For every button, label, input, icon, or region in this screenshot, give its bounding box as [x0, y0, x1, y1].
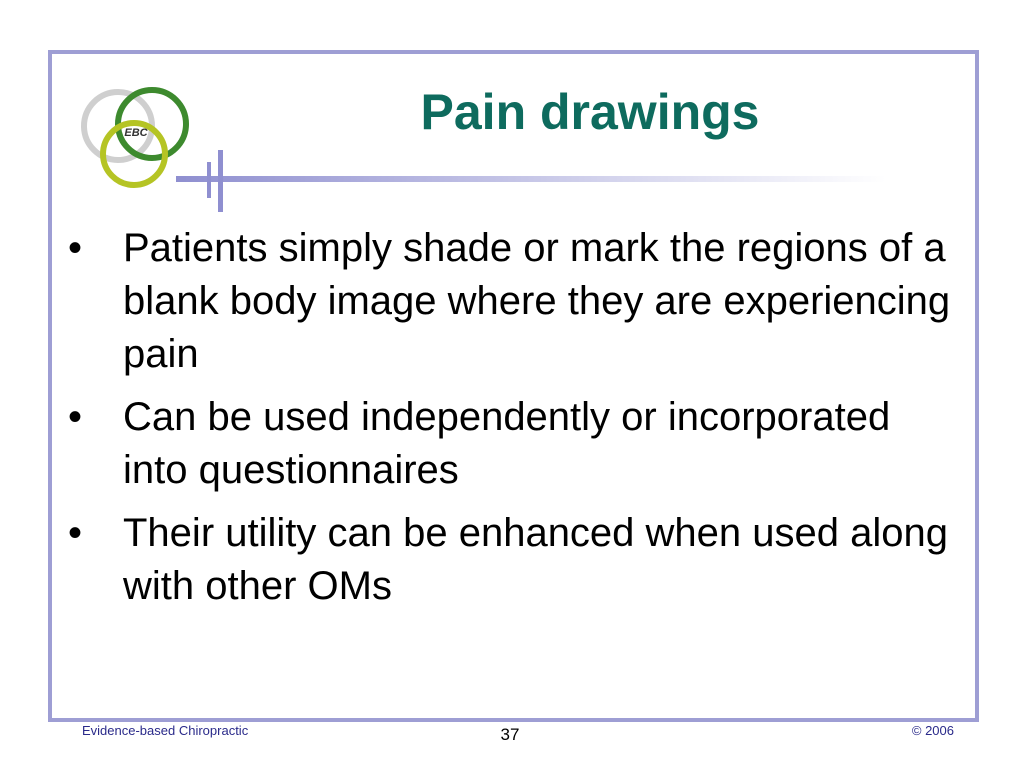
bullet-text: Can be used independently or incorporated into questionnaires — [123, 395, 891, 492]
tick-mark-left — [207, 162, 211, 198]
footer-page-number: 37 — [500, 725, 520, 744]
bullet-dot-icon: • — [67, 395, 82, 439]
logo-text: EBC — [124, 127, 148, 139]
bullet-item — [60, 391, 965, 497]
underline-bar — [176, 176, 886, 182]
tick-mark-right — [218, 150, 223, 212]
footer-source: Evidence-based Chiropractic — [82, 723, 249, 738]
title-underline-decoration — [176, 150, 886, 214]
footer-copyright: © 2006 — [911, 723, 954, 738]
bullet-list — [60, 222, 965, 623]
bullet-dot-icon: • — [67, 226, 82, 270]
bullet-text: Patients simply shade or mark the regions of a blank body image where they are experiencing pain — [123, 226, 951, 376]
slide-title: Pain drawings — [420, 84, 760, 140]
bullet-item — [60, 507, 965, 613]
bullet-item — [60, 222, 965, 381]
bullet-text: Their utility can be enhanced when used along with other OMs — [123, 511, 948, 608]
bullet-dot-icon: • — [67, 511, 82, 555]
